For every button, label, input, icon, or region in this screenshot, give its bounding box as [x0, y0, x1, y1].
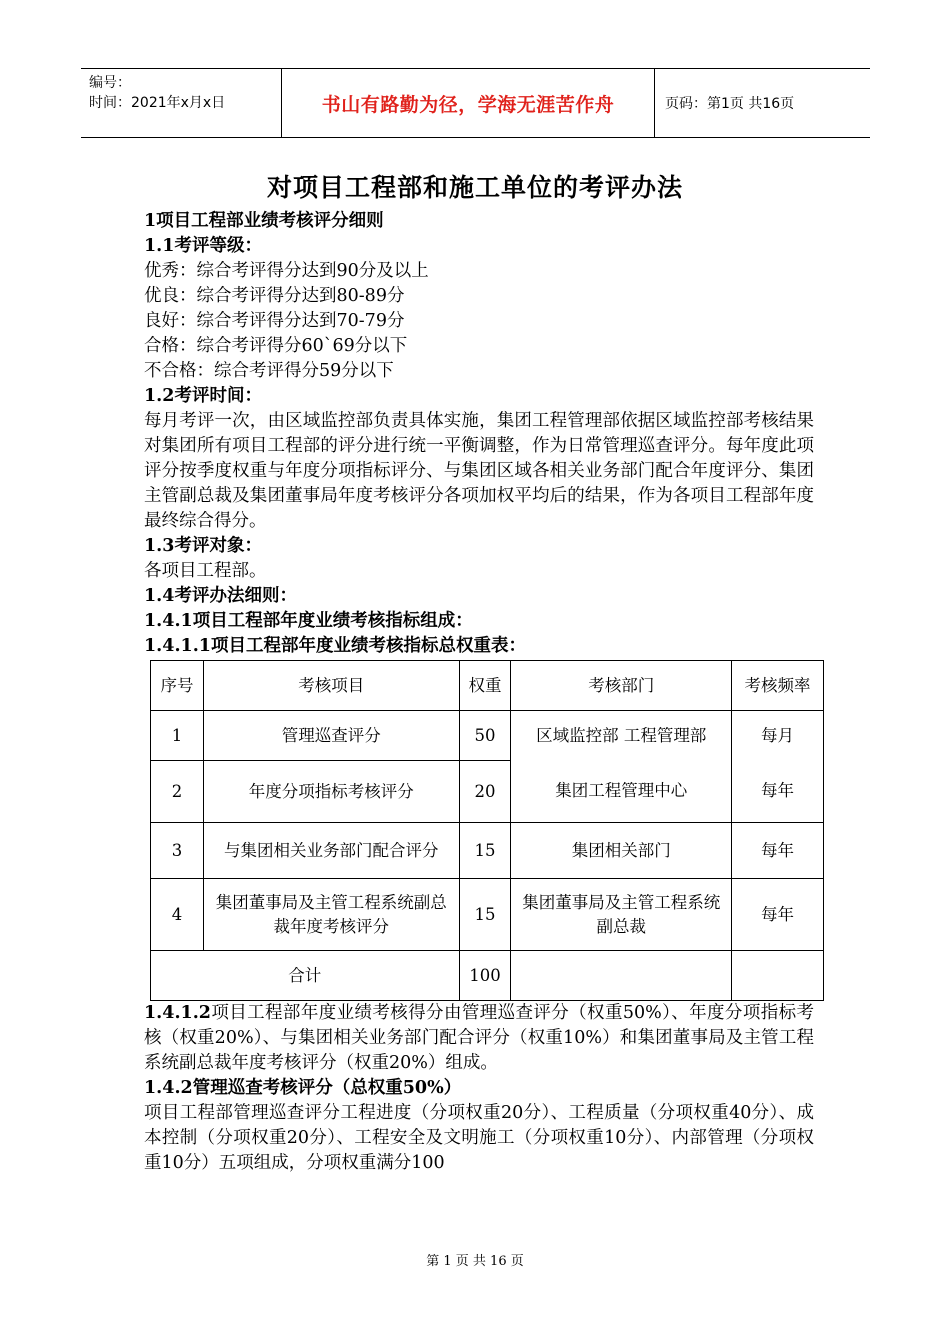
- header-page-info: 页码：第1页 共16页: [665, 96, 795, 112]
- grade-line: 优秀：综合考评得分达到90分及以上: [144, 261, 429, 281]
- page-header: [81, 68, 870, 138]
- section-heading: 1.2考评时间：: [144, 386, 262, 406]
- table-cell-empty: [732, 951, 824, 1001]
- paragraph: 各项目工程部。: [144, 561, 267, 581]
- section-heading: 1.3考评对象：: [144, 536, 262, 556]
- table-header: 考核项目: [203, 661, 459, 711]
- table-cell: 4: [151, 879, 204, 951]
- clause-text: 项目工程部年度业绩考核得分由管理巡查评分（权重50%）、年度分项指标考核（权重20%）、与集团相关业务部门配合评分（权重10%）和集团董事局及主管工程系统副总裁年度考核评分（权重20%）组成。: [144, 1003, 814, 1073]
- document-title: 对项目工程部和施工单位的考评办法: [266, 173, 683, 202]
- table-cell: 1: [151, 711, 204, 761]
- grade-line: 优良：综合考评得分达到80-89分: [144, 286, 405, 306]
- header-divider: [654, 69, 655, 137]
- table-cell: 15: [459, 879, 511, 951]
- table-cell: 年度分项指标考核评分: [203, 761, 459, 823]
- grade-line: 合格：综合考评得分60`69分以下: [144, 336, 408, 356]
- total-value: 100: [459, 951, 511, 1001]
- section-heading: 1项目工程部业绩考核评分细则: [144, 211, 384, 231]
- table-cell: 20: [459, 761, 511, 823]
- table-cell: 每年: [732, 879, 824, 951]
- paragraph: 每月考评一次，由区域监控部负责具体实施，集团工程管理部依据区域监控部考核结果对集团所有项目工程部的评分进行统一平衡调整，作为日常管理巡查评分。每年度此项评分按季度权重与年度分项指标评分、与集团区域各相关业务部门配合年度评分、集团主管副总裁及集团董事局年度考核评分各项加权平均后的结果，作为各项目工程部年度最终综合得分。: [144, 411, 814, 531]
- header-motto: 书山有路勤为径，学海无涯苦作舟: [321, 93, 615, 116]
- header-meta: [89, 73, 279, 113]
- table-cell-empty: [511, 951, 732, 1001]
- paragraph: 项目工程部管理巡查评分工程进度（分项权重20分）、工程质量（分项权重40分）、成本控制（分项权重20分）、工程安全及文明施工（分项权重10分）、内部管理（分项权重10分）五项组成，分项权重满分100: [144, 1103, 814, 1173]
- table-header: 考核部门: [511, 661, 732, 711]
- table-header: 考核频率: [732, 661, 824, 711]
- table-row: [151, 879, 824, 951]
- section-heading: 1.4.2管理巡查考核评分（总权重50%）: [144, 1078, 462, 1098]
- table-cell: 管理巡查评分: [203, 711, 459, 761]
- table-cell: 3: [151, 823, 204, 879]
- table-cell: 2: [151, 761, 204, 823]
- table-header: 序号: [151, 661, 204, 711]
- grade-line: 不合格：综合考评得分59分以下: [144, 361, 394, 381]
- table-cell: 集团董事局及主管工程系统副总裁年度考核评分: [203, 879, 459, 951]
- clause-number: 1.4.1.2: [144, 1003, 211, 1023]
- time-label: 时间：2021年x月x日: [89, 95, 226, 111]
- section-heading: 1.4.1项目工程部年度业绩考核指标组成：: [144, 611, 473, 631]
- table-row: [151, 711, 824, 761]
- section-heading: 1.1考评等级：: [144, 236, 262, 256]
- table-cell: 集团相关部门: [511, 823, 732, 879]
- table-cell: 与集团相关业务部门配合评分: [203, 823, 459, 879]
- table-row: [151, 761, 824, 823]
- section-heading: 1.4考评办法细则：: [144, 586, 297, 606]
- paragraph: [144, 1001, 814, 1076]
- number-label: 编号：: [89, 75, 131, 91]
- table-cell: 每年: [732, 761, 824, 823]
- document-body: [144, 209, 814, 1176]
- table-header-row: [151, 661, 824, 711]
- table-cell: 每年: [732, 823, 824, 879]
- table-cell: 集团工程管理中心: [511, 761, 732, 823]
- table-cell: 15: [459, 823, 511, 879]
- table-cell: 50: [459, 711, 511, 761]
- grade-line: 良好：综合考评得分达到70-79分: [144, 311, 405, 331]
- table-cell: 每月: [732, 711, 824, 761]
- table-header: 权重: [459, 661, 511, 711]
- table-cell: 集团董事局及主管工程系统副总裁: [511, 879, 732, 951]
- table-row: [151, 823, 824, 879]
- section-heading: 1.4.1.1项目工程部年度业绩考核指标总权重表：: [144, 636, 526, 656]
- table-cell: 区域监控部 工程管理部: [511, 711, 732, 761]
- page-footer: 第 1 页 共 16 页: [426, 1254, 524, 1269]
- weight-table: [150, 660, 824, 1001]
- total-label: 合计: [151, 951, 460, 1001]
- table-total-row: [151, 951, 824, 1001]
